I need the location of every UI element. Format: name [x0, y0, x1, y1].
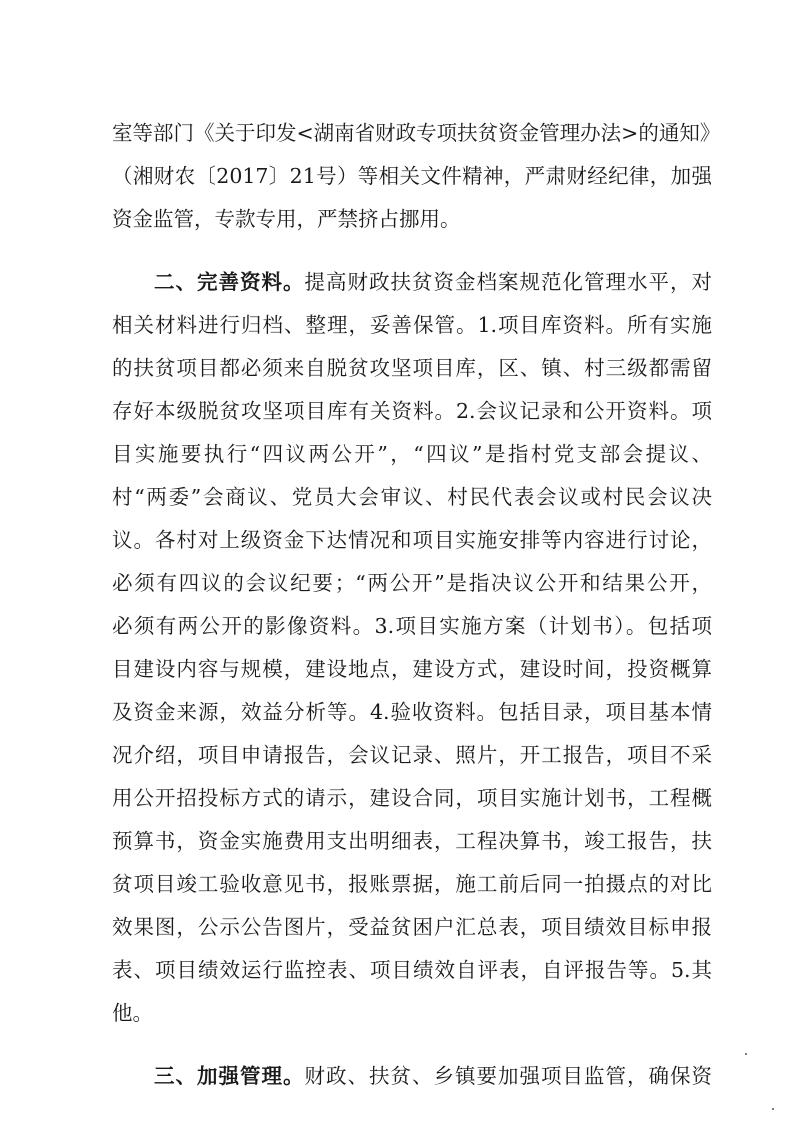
section-heading-2: 二、完善资料。 [154, 270, 305, 294]
text-line: 表、项目绩效运行监控表、项目绩效自评表，自评报告等。5.其 [112, 958, 712, 982]
text-line: 议。各村对上级资金下达情况和项目实施安排等内容进行讨论， [112, 528, 712, 552]
text-line: 必须有四议的会议纪要；“两公开”是指决议公开和结果公开， [112, 571, 712, 595]
text-line: 况介绍，项目申请报告，会议记录、照片，开工报告，项目不采 [112, 743, 712, 767]
text-line [112, 1055, 712, 1098]
text-line: 用公开招投标方式的请示，建设合同，项目实施计划书，工程概 [112, 786, 712, 810]
text-line: 及资金来源，效益分析等。4.验收资料。包括目录，项目基本情 [112, 700, 712, 724]
scan-speck [772, 1108, 774, 1110]
text-line: 目实施要执行“四议两公开”，“四议”是指村党支部会提议、 [112, 442, 712, 466]
text-line: 存好本级脱贫攻坚项目库有关资料。2.会议记录和公开资料。项 [112, 399, 712, 423]
text-line [112, 261, 712, 304]
text-line: 村“两委”会商议、党员大会审议、村民代表会议或村民会议决 [112, 485, 712, 509]
document-body [112, 112, 721, 1098]
text-line: 室等部门《关于印发<湖南省财政专项扶贫资金管理办法>的通知》 [112, 121, 721, 145]
text-line: 资金监管，专款专用，严禁挤占挪用。 [112, 207, 461, 231]
text-line: 目建设内容与规模，建设地点，建设方式，建设时间，投资概算 [112, 657, 712, 681]
section-heading-3: 三、加强管理。 [154, 1064, 305, 1088]
text-line: 必须有两公开的影像资料。3.项目实施方案（计划书）。包括项 [112, 614, 712, 638]
heading-line-rest: 提高财政扶贫资金档案规范化管理水平，对 [304, 270, 712, 294]
text-line: 贫项目竣工验收意见书，报账票据，施工前后同一拍摄点的对比 [112, 872, 712, 896]
paragraph-1 [112, 112, 721, 241]
paragraph-2 [112, 261, 712, 1035]
paragraph-gap [112, 1035, 712, 1055]
paragraph-gap [112, 241, 712, 261]
text-line: （湘财农〔2017〕21号）等相关文件精神，严肃财经纪律，加强 [112, 164, 712, 188]
heading-line-rest: 财政、扶贫、乡镇要加强项目监管，确保资 [304, 1064, 712, 1088]
text-line: 效果图，公示公告图片，受益贫困户汇总表，项目绩效目标申报 [112, 915, 712, 939]
text-line: 他。 [112, 1001, 153, 1025]
text-line: 相关材料进行归档、整理，妥善保管。1.项目库资料。所有实施 [112, 313, 712, 337]
paragraph-3 [112, 1055, 712, 1098]
scan-speck [745, 1053, 747, 1055]
text-line: 的扶贫项目都必须来自脱贫攻坚项目库，区、镇、村三级都需留 [112, 356, 712, 380]
text-line: 预算书，资金实施费用支出明细表，工程决算书，竣工报告，扶 [112, 829, 712, 853]
